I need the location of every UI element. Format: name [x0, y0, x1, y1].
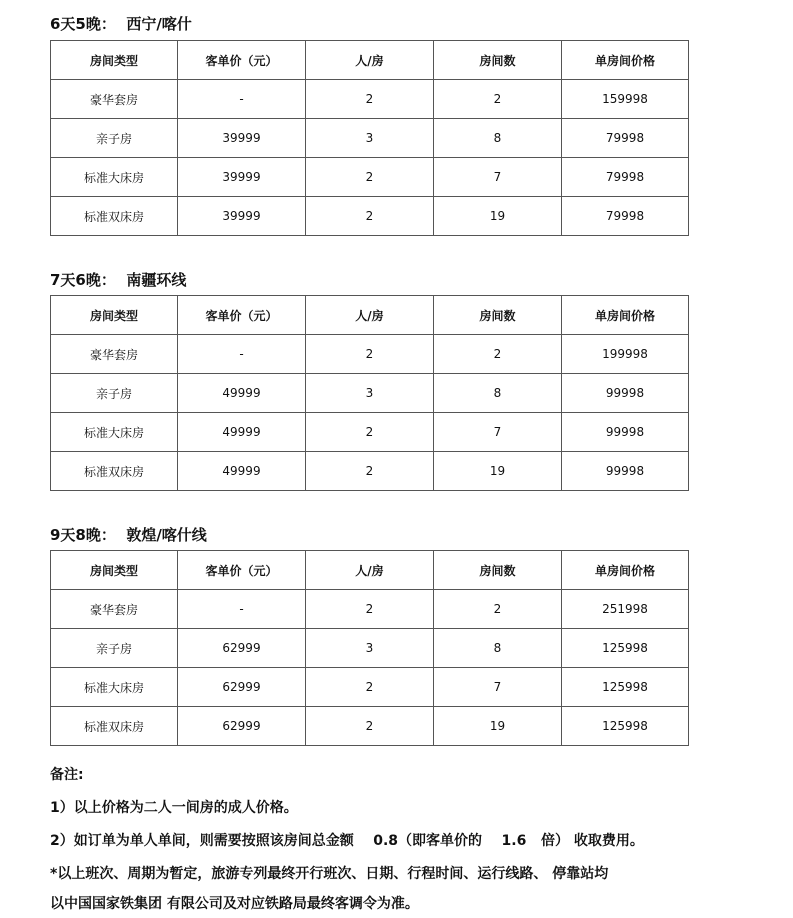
- cell-persons-per-room: 2: [306, 197, 434, 236]
- cell-room-count: 8: [434, 119, 562, 158]
- cell-persons-per-room: 3: [306, 374, 434, 413]
- cell-room-count: 7: [434, 668, 562, 707]
- cell-room-type: 亲子房: [51, 119, 178, 158]
- section-title-3: 9天8晚： 敦煌/喀什线: [50, 526, 207, 544]
- cell-room-type: 标准大床房: [51, 158, 178, 197]
- note-item-2: 2）如订单为单人单间，则需要按照该房间总金额 0.8（即客单价的 1.6 倍） 收取费用。: [50, 833, 644, 849]
- header-room-price: 单房间价格: [562, 551, 689, 590]
- cell-per-person-price: 39999: [178, 119, 306, 158]
- cell-persons-per-room: 2: [306, 158, 434, 197]
- table-row: [51, 452, 689, 491]
- table-header-row: [51, 551, 689, 590]
- header-room-price: 单房间价格: [562, 41, 689, 80]
- cell-room-count: 2: [434, 80, 562, 119]
- cell-room-count: 19: [434, 707, 562, 746]
- cell-persons-per-room: 2: [306, 413, 434, 452]
- table-row: [51, 413, 689, 452]
- cell-room-price: 99998: [562, 452, 689, 491]
- header-room-price: 单房间价格: [562, 296, 689, 335]
- cell-room-price: 79998: [562, 158, 689, 197]
- header-persons-per-room: 人/房: [306, 41, 434, 80]
- cell-room-price: 79998: [562, 119, 689, 158]
- cell-room-type: 标准双床房: [51, 452, 178, 491]
- section-title-1: 6天5晚： 西宁/喀什: [50, 15, 192, 33]
- table-row: [51, 197, 689, 236]
- cell-persons-per-room: 3: [306, 119, 434, 158]
- header-room-type: 房间类型: [51, 41, 178, 80]
- cell-room-count: 2: [434, 590, 562, 629]
- table-header-row: [51, 41, 689, 80]
- notes-title: 备注:: [50, 767, 84, 783]
- cell-room-type: 豪华套房: [51, 80, 178, 119]
- cell-room-count: 7: [434, 413, 562, 452]
- price-table-1: [50, 40, 689, 236]
- header-room-type: 房间类型: [51, 551, 178, 590]
- header-per-person-price: 客单价（元）: [178, 296, 306, 335]
- cell-room-price: 159998: [562, 80, 689, 119]
- note-item-1: 1）以上价格为二人一间房的成人价格。: [50, 800, 298, 816]
- header-per-person-price: 客单价（元）: [178, 551, 306, 590]
- table-row: [51, 590, 689, 629]
- cell-room-type: 标准双床房: [51, 197, 178, 236]
- header-room-count: 房间数: [434, 296, 562, 335]
- cell-room-count: 7: [434, 158, 562, 197]
- header-room-count: 房间数: [434, 41, 562, 80]
- table-row: [51, 80, 689, 119]
- cell-per-person-price: 39999: [178, 158, 306, 197]
- cell-room-count: 19: [434, 197, 562, 236]
- cell-per-person-price: -: [178, 590, 306, 629]
- cell-room-price: 125998: [562, 668, 689, 707]
- cell-per-person-price: 39999: [178, 197, 306, 236]
- cell-per-person-price: 49999: [178, 374, 306, 413]
- header-per-person-price: 客单价（元）: [178, 41, 306, 80]
- cell-per-person-price: 62999: [178, 707, 306, 746]
- price-table-2: [50, 295, 689, 491]
- table-row: [51, 629, 689, 668]
- table-row: [51, 335, 689, 374]
- table-row: [51, 158, 689, 197]
- note-item-4: 以中国国家铁集团 有限公司及对应铁路局最终客调令为准。: [50, 896, 419, 912]
- cell-room-price: 79998: [562, 197, 689, 236]
- cell-persons-per-room: 2: [306, 590, 434, 629]
- cell-persons-per-room: 2: [306, 668, 434, 707]
- cell-room-count: 8: [434, 629, 562, 668]
- header-persons-per-room: 人/房: [306, 551, 434, 590]
- table-row: [51, 668, 689, 707]
- cell-room-type: 标准双床房: [51, 707, 178, 746]
- cell-room-type: 豪华套房: [51, 335, 178, 374]
- header-persons-per-room: 人/房: [306, 296, 434, 335]
- section-title-2: 7天6晚： 南疆环线: [50, 271, 187, 289]
- note-item-3: *以上班次、周期为暂定，旅游专列最终开行班次、日期、行程时间、运行线路、 停靠站均: [50, 866, 609, 882]
- cell-per-person-price: -: [178, 80, 306, 119]
- cell-room-type: 标准大床房: [51, 668, 178, 707]
- table-header-row: [51, 296, 689, 335]
- cell-room-type: 标准大床房: [51, 413, 178, 452]
- cell-room-count: 19: [434, 452, 562, 491]
- cell-room-type: 亲子房: [51, 374, 178, 413]
- header-room-type: 房间类型: [51, 296, 178, 335]
- price-table-3: [50, 550, 689, 746]
- cell-room-count: 8: [434, 374, 562, 413]
- cell-persons-per-room: 2: [306, 80, 434, 119]
- cell-per-person-price: 49999: [178, 413, 306, 452]
- cell-room-price: 199998: [562, 335, 689, 374]
- table-row: [51, 119, 689, 158]
- header-room-count: 房间数: [434, 551, 562, 590]
- cell-room-type: 亲子房: [51, 629, 178, 668]
- cell-persons-per-room: 2: [306, 335, 434, 374]
- cell-per-person-price: -: [178, 335, 306, 374]
- cell-room-price: 125998: [562, 629, 689, 668]
- cell-per-person-price: 62999: [178, 629, 306, 668]
- cell-room-type: 豪华套房: [51, 590, 178, 629]
- cell-room-price: 99998: [562, 413, 689, 452]
- cell-persons-per-room: 2: [306, 707, 434, 746]
- cell-per-person-price: 49999: [178, 452, 306, 491]
- cell-persons-per-room: 2: [306, 452, 434, 491]
- cell-room-price: 125998: [562, 707, 689, 746]
- table-row: [51, 374, 689, 413]
- cell-per-person-price: 62999: [178, 668, 306, 707]
- cell-persons-per-room: 3: [306, 629, 434, 668]
- table-row: [51, 707, 689, 746]
- cell-room-price: 99998: [562, 374, 689, 413]
- cell-room-count: 2: [434, 335, 562, 374]
- cell-room-price: 251998: [562, 590, 689, 629]
